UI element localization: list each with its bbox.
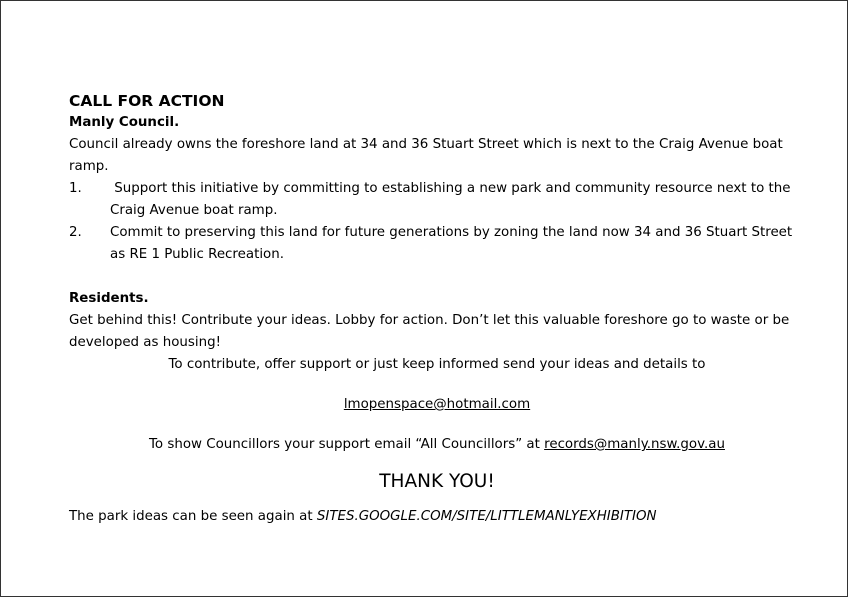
section-title-residents: Residents.: [69, 291, 149, 306]
councillors-line: [69, 434, 805, 456]
list-number: 2.: [69, 225, 82, 240]
council-intro: Council already owns the foreshore land at 34 and 36 Stuart Street which is next to the Craig Avenue boat ramp.: [69, 137, 783, 174]
section-title-council: Manly Council.: [69, 115, 180, 130]
list-text: Commit to preserving this land for future generations by zoning the land now 34 and 36 Stuart Street as RE 1 Public Recreation.: [110, 225, 793, 262]
thank-you-text: THANK YOU!: [379, 471, 495, 492]
list-item: [69, 178, 809, 222]
contact-email-link[interactable]: lmopenspace@hotmail.com: [343, 397, 531, 412]
list-item: [69, 222, 809, 266]
contact-email-line: [69, 394, 805, 416]
spacer: [69, 266, 809, 288]
footer-line: [69, 506, 809, 528]
document-body: [69, 90, 809, 528]
residents-body: Get behind this! Contribute your ideas. Lobby for action. Don’t let this valuable foreshore go to waste or be developed as housing!: [69, 313, 790, 350]
list-text: Support this initiative by committing to establishing a new park and community resource next to the Craig Avenue boat ramp.: [110, 181, 795, 218]
spacer: [69, 416, 809, 434]
spacer: [69, 376, 809, 394]
list-number: 1.: [69, 181, 82, 196]
councillors-text: To show Councillors your support email “All Councillors” at: [149, 437, 545, 452]
footer-text: The park ideas can be seen again at: [69, 509, 317, 524]
page-title: CALL FOR ACTION: [69, 92, 225, 110]
councillors-email-link[interactable]: records@manly.nsw.gov.au: [544, 437, 725, 452]
footer-url[interactable]: SITES.GOOGLE.COM/SITE/LITTLEMANLYEXHIBITION: [316, 509, 657, 524]
contribute-text: To contribute, offer support or just keep informed send your ideas and details to: [168, 357, 706, 372]
